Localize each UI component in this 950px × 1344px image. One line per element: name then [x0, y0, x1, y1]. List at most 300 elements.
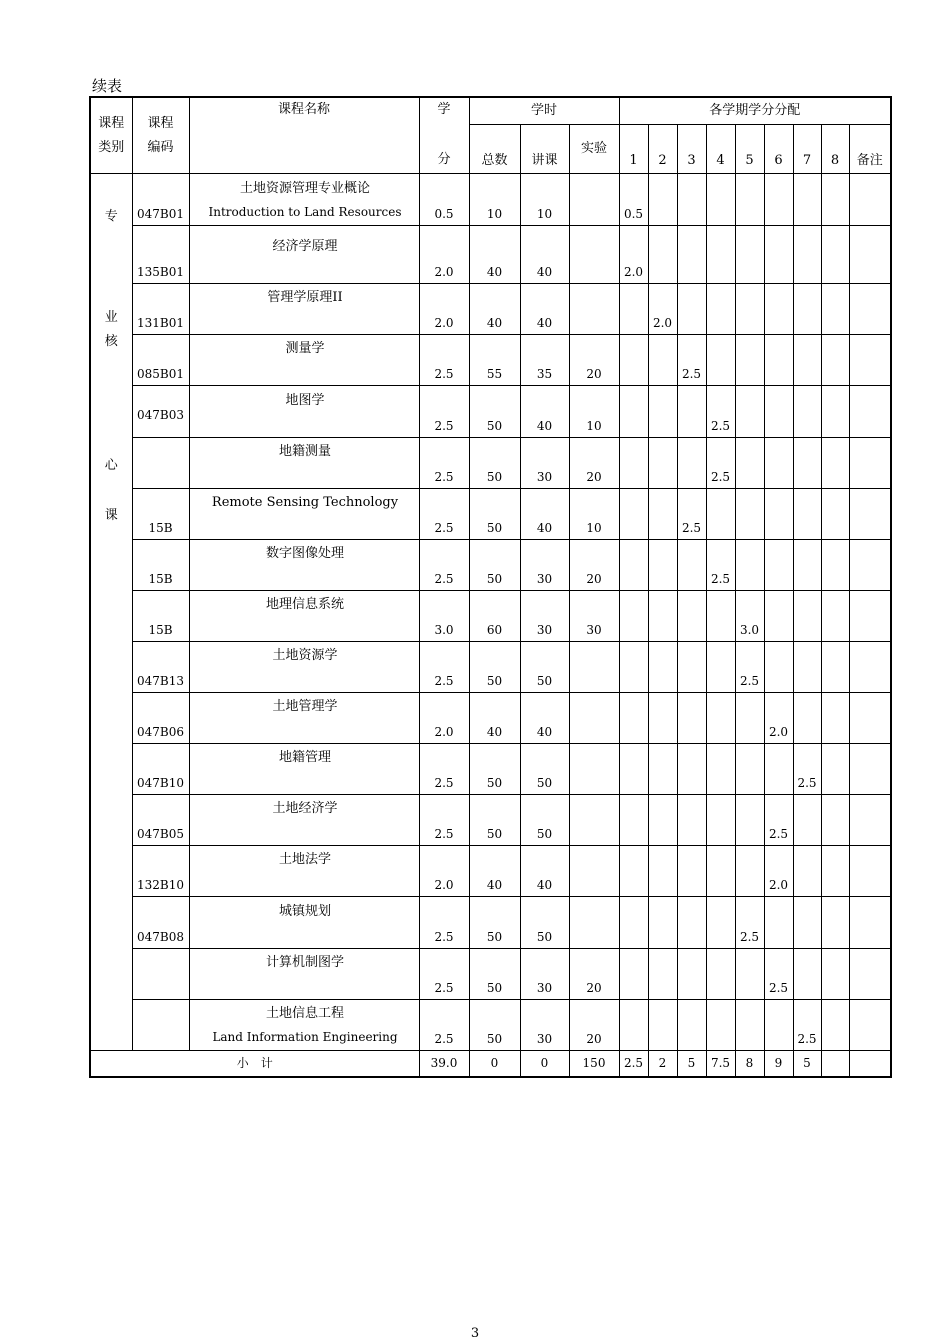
term-cell: [619, 897, 648, 949]
course-credit: 2.5: [419, 1000, 469, 1051]
term-cell: [821, 438, 849, 489]
term-cell: [619, 174, 648, 226]
course-name: [189, 897, 419, 949]
term-header: 4: [706, 125, 735, 174]
term-credit: 2.0: [768, 878, 789, 892]
term-cell: [677, 744, 706, 795]
hours-lab: 20: [569, 438, 619, 489]
term-cell: [677, 693, 706, 744]
course-code: 135B01: [132, 226, 189, 284]
term-cell: [793, 795, 821, 846]
term-cell: [735, 795, 764, 846]
term-cell: [648, 744, 677, 795]
term-cell: [706, 744, 735, 795]
course-code: 132B10: [132, 846, 189, 897]
term-cell: [677, 226, 706, 284]
term-cell: [706, 284, 735, 335]
course-name-zh: 土地法学: [278, 852, 331, 867]
hours-lab: [569, 744, 619, 795]
term-cell: [764, 489, 793, 540]
hours-lecture: 50: [520, 897, 569, 949]
hours-total: 50: [469, 744, 520, 795]
term-cell: [764, 1000, 793, 1051]
hours-total: 10: [469, 174, 520, 226]
term-cell: [706, 540, 735, 591]
term-cell: [793, 744, 821, 795]
hours-total: 40: [469, 226, 520, 284]
course-name-zh: 土地管理学: [272, 699, 338, 714]
hours-lecture: 40: [520, 386, 569, 438]
term-cell: [821, 1000, 849, 1051]
course-name-zh: 土地经济学: [272, 801, 338, 816]
course-credit: 2.0: [419, 693, 469, 744]
hours-lecture-header: 讲课: [520, 125, 569, 174]
hours-total: 50: [469, 1000, 520, 1051]
term-cell: [764, 174, 793, 226]
course-name-en: [192, 566, 419, 590]
term-cell: [706, 335, 735, 386]
term-cell: [793, 642, 821, 693]
term-cell: [648, 897, 677, 949]
subtotal-term: [821, 1051, 849, 1077]
subtotal-lab: 150: [569, 1051, 619, 1077]
term-cell: [821, 386, 849, 438]
term-cell: [648, 846, 677, 897]
term-cell: [648, 226, 677, 284]
hours-total: 50: [469, 897, 520, 949]
remark-cell: [849, 591, 891, 642]
term-cell: [793, 897, 821, 949]
course-name: [189, 386, 419, 438]
course-row: [90, 949, 891, 1000]
term-credit: 2.5: [710, 470, 731, 484]
hours-lecture: 40: [520, 693, 569, 744]
course-name: [189, 642, 419, 693]
category-char: 核: [104, 334, 118, 349]
course-row: [90, 897, 891, 949]
remark-cell: [849, 335, 891, 386]
term-cell: [706, 591, 735, 642]
course-credit: 2.5: [419, 386, 469, 438]
course-name-en: [192, 617, 419, 641]
term-cell: [735, 284, 764, 335]
term-cell: [764, 642, 793, 693]
term-cell: [706, 949, 735, 1000]
term-cell: [735, 489, 764, 540]
remark-cell: [849, 642, 891, 693]
course-row: [90, 386, 891, 438]
hours-total: 50: [469, 949, 520, 1000]
term-cell: [735, 897, 764, 949]
course-name-en: [192, 872, 419, 896]
course-code: 047B06: [132, 693, 189, 744]
course-code: [132, 438, 189, 489]
term-cell: [677, 591, 706, 642]
course-code: 047B08: [132, 897, 189, 949]
course-name-en: [192, 464, 419, 488]
course-credit: 2.5: [419, 744, 469, 795]
course-code: 047B01: [132, 174, 189, 226]
term-cell: [821, 591, 849, 642]
term-credit: 2.5: [681, 367, 702, 381]
course-credit: 0.5: [419, 174, 469, 226]
term-credit: 2.5: [768, 981, 789, 995]
hours-total: 50: [469, 386, 520, 438]
course-name-zh: 城镇规划: [278, 904, 331, 919]
code-header: 课程 编码: [132, 97, 189, 174]
course-name-zh: 地籍管理: [278, 750, 331, 765]
term-cell: [619, 284, 648, 335]
continued-label: 续表: [92, 77, 123, 95]
course-credit: 2.0: [419, 284, 469, 335]
term-cell: [793, 591, 821, 642]
term-cell: [793, 949, 821, 1000]
term-cell: [764, 226, 793, 284]
term-cell: [735, 949, 764, 1000]
term-cell: [648, 284, 677, 335]
term-cell: [619, 489, 648, 540]
term-cell: [793, 284, 821, 335]
course-name-zh: 管理学原理II: [267, 290, 343, 305]
subtotal-label: 小 计: [90, 1051, 419, 1077]
hours-total: 40: [469, 846, 520, 897]
course-name-en: [192, 770, 419, 794]
term-cell: [764, 386, 793, 438]
term-credit: 2.0: [768, 725, 789, 739]
course-row: [90, 489, 891, 540]
course-name-en: [192, 259, 419, 283]
course-name: [189, 438, 419, 489]
term-cell: [793, 693, 821, 744]
course-name: [189, 949, 419, 1000]
term-credit: 2.5: [710, 419, 731, 433]
term-cell: [677, 540, 706, 591]
course-code: 047B13: [132, 642, 189, 693]
term-cell: [735, 591, 764, 642]
term-cell: [677, 795, 706, 846]
hours-lecture: 50: [520, 795, 569, 846]
term-cell: [764, 744, 793, 795]
term-cell: [821, 540, 849, 591]
course-code: 15B: [132, 540, 189, 591]
course-name: [189, 489, 419, 540]
term-cell: [619, 226, 648, 284]
term-cell: [821, 642, 849, 693]
hours-lab: [569, 284, 619, 335]
term-cell: [706, 897, 735, 949]
term-cell: [706, 1000, 735, 1051]
hours-total: 50: [469, 642, 520, 693]
term-cell: [677, 438, 706, 489]
term-cell: [821, 897, 849, 949]
remark-cell: [849, 949, 891, 1000]
course-code: 047B10: [132, 744, 189, 795]
course-row: [90, 846, 891, 897]
term-cell: [793, 386, 821, 438]
term-cell: [706, 438, 735, 489]
term-cell: [619, 438, 648, 489]
subtotal-row: [90, 1051, 891, 1077]
term-header: 7: [793, 125, 821, 174]
course-name-en: Land Information Engineering: [212, 1030, 398, 1044]
course-row: [90, 642, 891, 693]
term-cell: [706, 174, 735, 226]
course-name-en: [192, 924, 419, 948]
course-row: [90, 284, 891, 335]
subtotal-term: 5: [677, 1051, 706, 1077]
course-name: [189, 795, 419, 846]
remark-cell: [849, 795, 891, 846]
hours-lab: 10: [569, 386, 619, 438]
subtotal-lecture: 0: [520, 1051, 569, 1077]
term-cell: [648, 1000, 677, 1051]
term-cell: [677, 174, 706, 226]
term-cell: [764, 693, 793, 744]
term-credit: 2.5: [710, 572, 731, 586]
course-name: [189, 174, 419, 226]
course-name: [189, 226, 419, 284]
term-cell: [648, 693, 677, 744]
course-name-zh: 测量学: [285, 341, 325, 356]
subtotal-total: 0: [469, 1051, 520, 1077]
term-cell: [677, 642, 706, 693]
hours-lecture: 35: [520, 335, 569, 386]
term-cell: [735, 335, 764, 386]
category-char: 专: [104, 209, 118, 224]
course-credit: 3.0: [419, 591, 469, 642]
course-code: 15B: [132, 591, 189, 642]
course-name: [189, 591, 419, 642]
hours-lab: [569, 795, 619, 846]
term-header: 8: [821, 125, 849, 174]
hours-total: 55: [469, 335, 520, 386]
subtotal-remark: [849, 1051, 891, 1077]
course-row: [90, 744, 891, 795]
hours-lab-header: 实验: [569, 125, 619, 174]
term-cell: [735, 226, 764, 284]
term-cell: [735, 540, 764, 591]
term-cell: [764, 897, 793, 949]
hours-lab: [569, 693, 619, 744]
term-cell: [735, 846, 764, 897]
hours-lab: 20: [569, 335, 619, 386]
course-name-zh: Remote Sensing Technology: [211, 495, 399, 510]
term-cell: [619, 744, 648, 795]
remark-cell: [849, 897, 891, 949]
course-credit: 2.5: [419, 642, 469, 693]
term-credit: 2.5: [681, 521, 702, 535]
course-code: [132, 1000, 189, 1051]
course-name-en: [192, 361, 419, 385]
hours-lecture: 30: [520, 540, 569, 591]
hours-lab: 30: [569, 591, 619, 642]
term-cell: [619, 540, 648, 591]
course-credit: 2.0: [419, 846, 469, 897]
course-code: [132, 949, 189, 1000]
hours-lecture: 10: [520, 174, 569, 226]
term-cell: [619, 335, 648, 386]
term-cell: [619, 642, 648, 693]
hours-lab: 20: [569, 949, 619, 1000]
course-credit: 2.5: [419, 489, 469, 540]
course-code: 15B: [132, 489, 189, 540]
term-cell: [735, 174, 764, 226]
hours-lab: [569, 226, 619, 284]
term-cell: [677, 386, 706, 438]
term-cell: [706, 642, 735, 693]
course-credit: 2.5: [419, 897, 469, 949]
remark-cell: [849, 386, 891, 438]
course-credit: 2.5: [419, 438, 469, 489]
hours-lecture: 40: [520, 284, 569, 335]
page-number: 3: [470, 1326, 480, 1341]
term-cell: [764, 284, 793, 335]
term-cell: [764, 540, 793, 591]
term-cell: [735, 438, 764, 489]
course-code: 047B03: [132, 386, 189, 438]
course-row: [90, 174, 891, 226]
course-name-zh: 土地资源管理专业概论: [239, 181, 370, 196]
remark-cell: [849, 226, 891, 284]
term-credit: 3.0: [739, 623, 760, 637]
hours-lecture: 30: [520, 1000, 569, 1051]
term-credit: 2.0: [623, 265, 644, 279]
course-name-zh: 地理信息系统: [265, 597, 344, 612]
term-credit: 2.5: [768, 827, 789, 841]
term-cell: [677, 1000, 706, 1051]
subtotal-credit: 39.0: [419, 1051, 469, 1077]
name-header: 课程名称: [189, 97, 419, 174]
subtotal-term: 9: [764, 1051, 793, 1077]
category-char: 业: [104, 310, 118, 325]
subtotal-term: 7.5: [706, 1051, 735, 1077]
term-cell: [735, 744, 764, 795]
course-name-zh: 数字图像处理: [265, 546, 344, 561]
subtotal-term: 2.5: [619, 1051, 648, 1077]
term-cell: [648, 795, 677, 846]
course-name-zh: 土地资源学: [272, 648, 338, 663]
term-cell: [677, 284, 706, 335]
term-credit: 2.0: [652, 316, 673, 330]
course-credit: 2.5: [419, 335, 469, 386]
remark-cell: [849, 744, 891, 795]
term-cell: [735, 642, 764, 693]
term-cell: [764, 795, 793, 846]
term-cell: [619, 795, 648, 846]
hours-lab: [569, 897, 619, 949]
term-cell: [764, 438, 793, 489]
term-cell: [764, 949, 793, 1000]
remark-cell: [849, 846, 891, 897]
course-name-zh: 地图学: [285, 393, 325, 408]
term-cell: [764, 335, 793, 386]
hours-lab: [569, 174, 619, 226]
term-cell: [648, 335, 677, 386]
term-cell: [648, 642, 677, 693]
course-code: 131B01: [132, 284, 189, 335]
course-code: 047B05: [132, 795, 189, 846]
term-cell: [619, 693, 648, 744]
term-cell: [793, 226, 821, 284]
course-row: [90, 335, 891, 386]
term-cell: [648, 591, 677, 642]
term-cell: [821, 489, 849, 540]
term-cell: [677, 949, 706, 1000]
term-credit: 2.5: [797, 776, 817, 790]
course-name: [189, 335, 419, 386]
term-cell: [821, 949, 849, 1000]
term-cell: [677, 489, 706, 540]
course-name-en: [192, 821, 419, 845]
remark-cell: [849, 540, 891, 591]
hours-total-header: 总数: [469, 125, 520, 174]
course-name-en: [192, 975, 419, 999]
term-cell: [793, 1000, 821, 1051]
subtotal-term: 8: [735, 1051, 764, 1077]
course-row: [90, 540, 891, 591]
hours-lab: 20: [569, 1000, 619, 1051]
term-cell: [648, 489, 677, 540]
term-cell: [821, 226, 849, 284]
course-credit: 2.5: [419, 540, 469, 591]
course-name: [189, 693, 419, 744]
course-name: [189, 284, 419, 335]
remark-cell: [849, 284, 891, 335]
category-cell: [90, 174, 132, 1051]
term-cell: [821, 795, 849, 846]
hours-total: 50: [469, 438, 520, 489]
term-cell: [821, 846, 849, 897]
course-name: [189, 846, 419, 897]
term-cell: [619, 846, 648, 897]
course-credit: 2.5: [419, 795, 469, 846]
category-header: 课程 类别: [90, 97, 132, 174]
term-cell: [619, 591, 648, 642]
term-cell: [793, 335, 821, 386]
remark-header: 备注: [849, 125, 891, 174]
term-cell: [793, 846, 821, 897]
remark-cell: [849, 1000, 891, 1051]
term-credit: 2.5: [739, 674, 760, 688]
term-header: 2: [648, 125, 677, 174]
term-header: 5: [735, 125, 764, 174]
course-row: [90, 591, 891, 642]
term-cell: [793, 489, 821, 540]
term-cell: [648, 174, 677, 226]
hours-total: 40: [469, 284, 520, 335]
course-row: [90, 1000, 891, 1051]
curriculum-table: [89, 96, 892, 1078]
subtotal-term: 5: [793, 1051, 821, 1077]
term-cell: [706, 386, 735, 438]
hours-lecture: 30: [520, 438, 569, 489]
hours-lecture: 30: [520, 591, 569, 642]
hours-lecture: 40: [520, 489, 569, 540]
course-name-zh: 经济学原理: [272, 239, 338, 254]
term-cell: [735, 386, 764, 438]
term-cell: [735, 693, 764, 744]
term-cell: [706, 795, 735, 846]
term-credit: 2.5: [739, 930, 760, 944]
category-char: 心: [104, 458, 118, 473]
course-credit: 2.0: [419, 226, 469, 284]
term-cell: [648, 540, 677, 591]
term-cell: [648, 949, 677, 1000]
term-cell: [793, 540, 821, 591]
course-code: 085B01: [132, 335, 189, 386]
term-cell: [706, 693, 735, 744]
hours-lecture: 50: [520, 744, 569, 795]
